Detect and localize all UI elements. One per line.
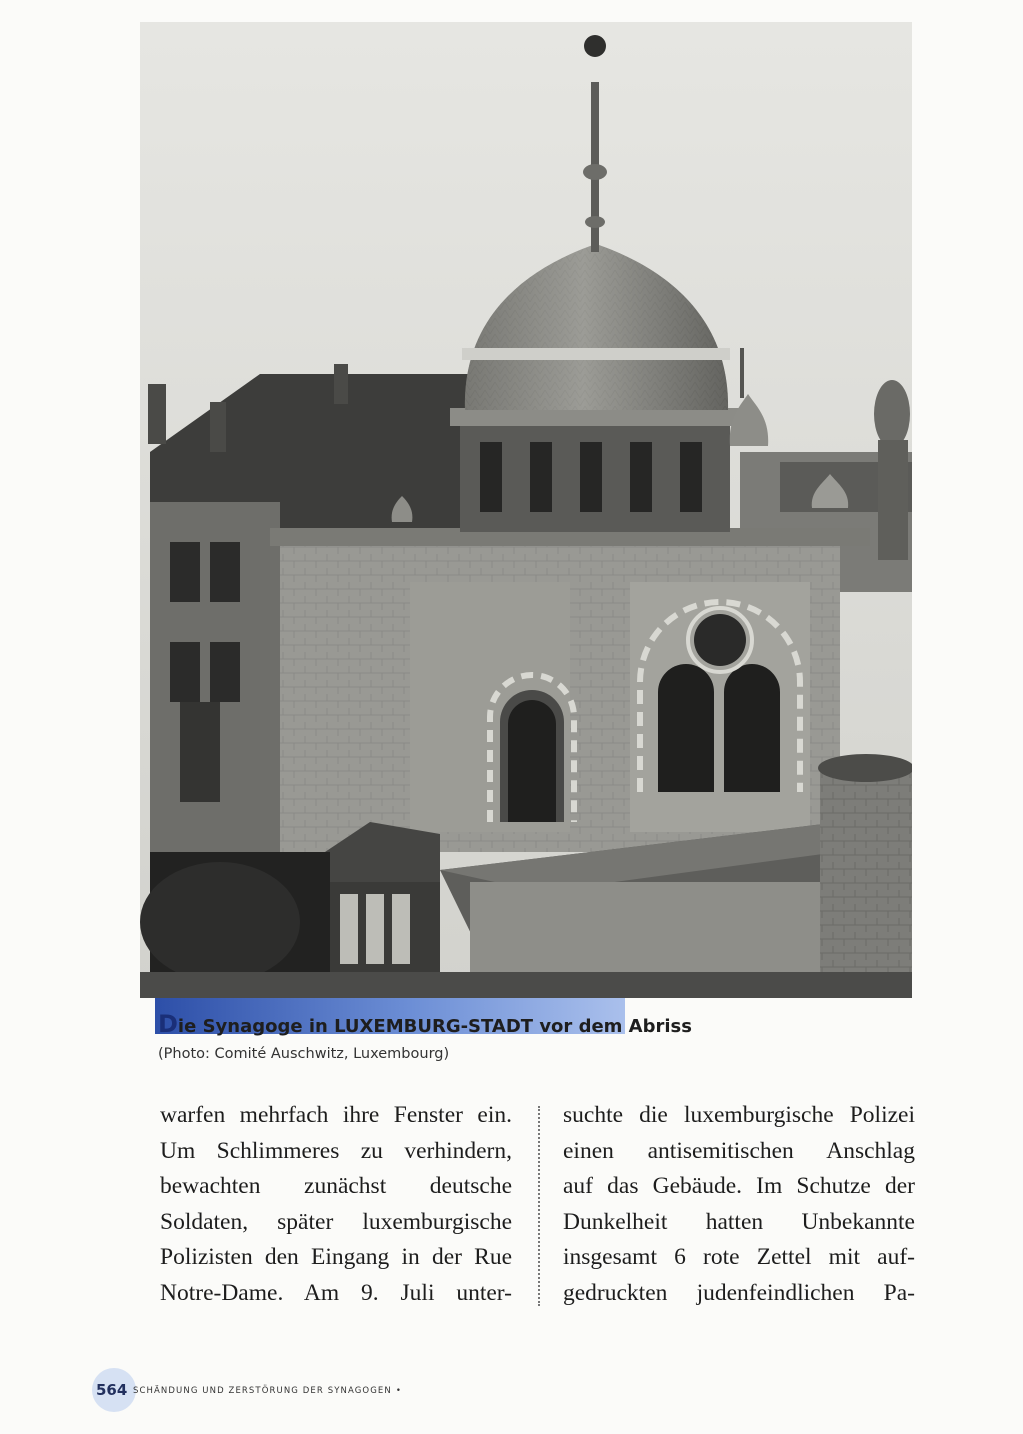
synagogue-photo xyxy=(140,22,912,998)
body-line: Notre-Dame. Am 9. Juli unter- xyxy=(160,1279,512,1306)
caption-initial: D xyxy=(158,1010,178,1038)
body-line: auf das Gebäude. Im Schutze der xyxy=(563,1173,915,1200)
body-line: warfen mehrfach ihre Fenster ein. xyxy=(160,1102,512,1128)
body-column-right xyxy=(563,1098,915,1312)
body-line: bewachten zunächst deutsche xyxy=(160,1173,512,1200)
running-head xyxy=(133,1386,402,1396)
body-line: einen antisemitischen Anschlag xyxy=(563,1137,915,1164)
body-line: Polizisten den Eingang in der Rue xyxy=(160,1244,512,1271)
body-line: gedruckten judenfeindlichen Pa- xyxy=(563,1279,915,1306)
body-line: Um Schlimmeres zu verhindern, xyxy=(160,1137,512,1164)
column-divider xyxy=(538,1106,540,1306)
body-line: insgesamt 6 rote Zettel mit auf- xyxy=(563,1244,915,1271)
photo-credit: (Photo: Comité Auschwitz, Luxembourg) xyxy=(158,1046,450,1062)
body-line: suchte die luxemburgische Polizei xyxy=(563,1102,915,1128)
body-line: Soldaten, später luxemburgische xyxy=(160,1208,512,1235)
page-number: 564 xyxy=(96,1381,128,1399)
running-head-bullet: • xyxy=(395,1386,402,1396)
running-head-text: SCHÄNDUNG UND ZERSTÖRUNG DER SYNAGOGEN xyxy=(133,1386,392,1396)
body-column-left xyxy=(160,1098,512,1312)
photo-caption-title xyxy=(158,1010,692,1038)
body-line: Dunkelheit hatten Unbekannte xyxy=(563,1208,915,1235)
caption-text: ie Synagoge in LUXEMBURG-STADT vor dem Abriss xyxy=(177,1016,692,1037)
